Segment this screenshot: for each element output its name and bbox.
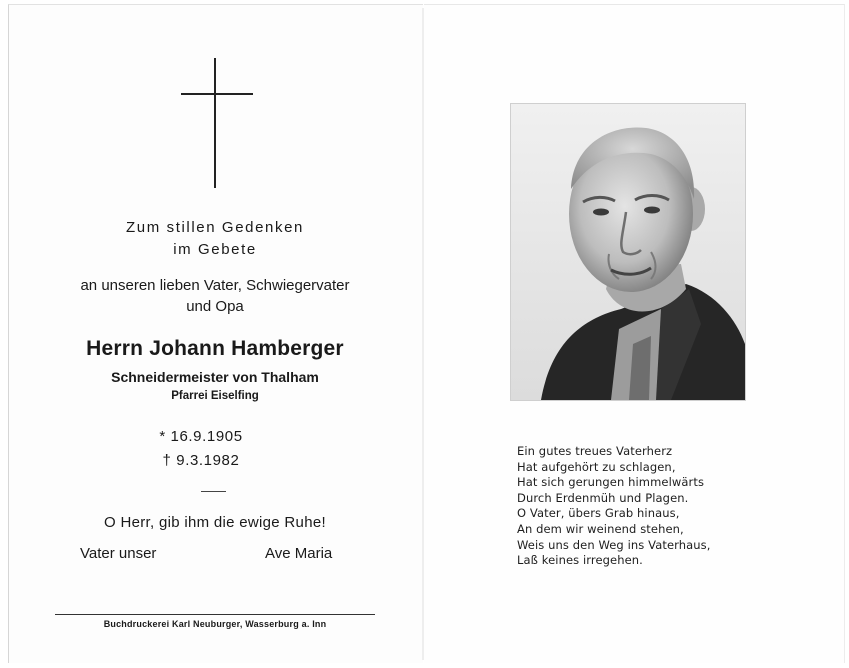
printer-credit: Buchdruckerei Karl Neuburger, Wasserburg a. Inn	[103, 619, 327, 629]
birth-date: * 16.9.1905	[159, 428, 243, 445]
deceased-name: Herrn Johann Hamberger	[86, 337, 344, 360]
occupation: Schneidermeister von Thalham	[111, 369, 319, 385]
intro-line-1: an unseren lieben Vater, Schwiegervater	[80, 277, 350, 294]
cross-vertical-beam	[214, 58, 216, 188]
memorial-poem	[517, 444, 711, 569]
poem-line: Weis uns den Weg ins Vaterhaus,	[517, 537, 711, 552]
card-fold	[422, 8, 424, 660]
poem-line: An dem wir weinend stehen,	[517, 521, 684, 536]
dedication-line-2: im Gebete	[173, 241, 257, 258]
prayer-text: O Herr, gib ihm die ewige Ruhe!	[104, 514, 326, 531]
poem-line: Hat aufgehört zu schlagen,	[517, 459, 676, 474]
parish: Pfarrei Eiselfing	[171, 390, 259, 402]
prayer-ave-maria: Ave Maria	[265, 545, 333, 562]
footer-rule	[55, 614, 375, 615]
prayer-vater-unser: Vater unser	[80, 545, 157, 562]
intro-line-2: und Opa	[186, 298, 244, 315]
poem-line: Laß keines irregehen.	[517, 553, 643, 568]
poem-line: Durch Erdenmüh und Plagen.	[517, 490, 689, 505]
poem-line: O Vater, übers Grab hinaus,	[517, 506, 680, 521]
portrait-photo	[510, 103, 746, 401]
poem-line: Hat sich gerungen himmelwärts	[517, 475, 705, 490]
death-date: † 9.3.1982	[162, 452, 240, 469]
cross-horizontal-beam	[181, 93, 253, 95]
divider-dash	[201, 491, 226, 492]
dedication-line-1: Zum stillen Gedenken	[126, 219, 304, 236]
portrait-illustration	[511, 104, 745, 400]
poem-line: Ein gutes treues Vaterherz	[517, 444, 673, 458]
